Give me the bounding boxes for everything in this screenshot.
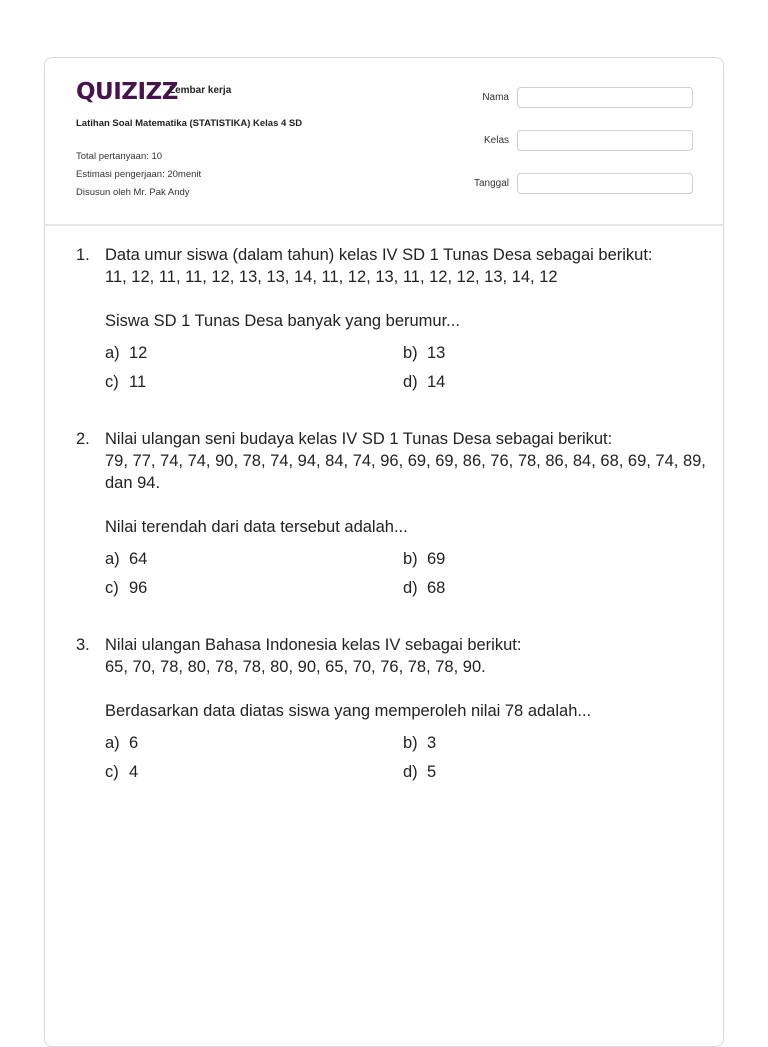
class-label: Kelas: [483, 135, 509, 146]
option-d[interactable]: d) 68: [403, 579, 446, 597]
author: Disusun oleh Mr. Pak Andy: [76, 187, 190, 198]
question-3: [45, 634, 723, 783]
option-d[interactable]: d) 14: [403, 373, 446, 391]
question-1: [45, 244, 723, 393]
total-questions: Total pertanyaan: 10: [76, 151, 163, 162]
question-number: 3.: [76, 636, 90, 654]
question-number: 2.: [76, 430, 90, 448]
sheet-label: Lembar kerja: [169, 85, 232, 96]
quiz-title: Latihan Soal Matematika (STATISTIKA) Kelas 4 SD: [76, 118, 303, 129]
option-d[interactable]: d) 5: [403, 763, 437, 781]
name-label: Nama: [482, 92, 509, 103]
option-c[interactable]: c) 4: [105, 763, 139, 781]
option-a[interactable]: a) 6: [105, 734, 139, 752]
question-text-line: 11, 12, 11, 11, 12, 13, 13, 14, 11, 12, 13, 11, 12, 12, 13, 14, 12: [105, 268, 558, 286]
class-field[interactable]: [517, 130, 693, 151]
worksheet-page: [44, 57, 724, 1047]
question-text-line: 79, 77, 74, 74, 90, 78, 74, 94, 84, 74, 96, 69, 69, 86, 76, 78, 86, 84, 68, 69, 74, 89,: [105, 452, 706, 470]
name-field[interactable]: [517, 87, 693, 108]
question-2: [45, 428, 723, 599]
option-c[interactable]: c) 96: [105, 579, 148, 597]
question-list: [45, 244, 723, 783]
option-b[interactable]: b) 13: [403, 344, 446, 362]
question-number: 1.: [76, 246, 90, 264]
question-text-line: Data umur siswa (dalam tahun) kelas IV SD 1 Tunas Desa sebagai berikut:: [105, 246, 653, 264]
question-prompt: Siswa SD 1 Tunas Desa banyak yang berumur...: [105, 312, 460, 330]
question-text-line: Nilai ulangan Bahasa Indonesia kelas IV sebagai berikut:: [105, 636, 522, 654]
question-text-line: dan 94.: [105, 474, 161, 492]
option-c[interactable]: c) 11: [105, 373, 147, 391]
option-b[interactable]: b) 69: [403, 550, 446, 568]
answer-options: [105, 732, 723, 783]
question-prompt: Berdasarkan data diatas siswa yang memperoleh nilai 78 adalah...: [105, 702, 592, 720]
worksheet-header: [45, 58, 723, 226]
question-text-line: Nilai ulangan seni budaya kelas IV SD 1 Tunas Desa sebagai berikut:: [105, 430, 613, 448]
option-a[interactable]: a) 12: [105, 344, 148, 362]
answer-options: [105, 548, 723, 599]
question-text-line: 65, 70, 78, 80, 78, 78, 80, 90, 65, 70, 76, 78, 78, 90.: [105, 658, 486, 676]
question-prompt: Nilai terendah dari data tersebut adalah...: [105, 518, 408, 536]
option-b[interactable]: b) 3: [403, 734, 437, 752]
option-a[interactable]: a) 64: [105, 550, 148, 568]
date-label: Tanggal: [473, 178, 509, 189]
quizizz-logo: QUIZIZZ: [76, 79, 178, 105]
answer-options: [105, 342, 723, 393]
date-field[interactable]: [517, 173, 693, 194]
time-estimate: Estimasi pengerjaan: 20menit: [76, 169, 202, 180]
